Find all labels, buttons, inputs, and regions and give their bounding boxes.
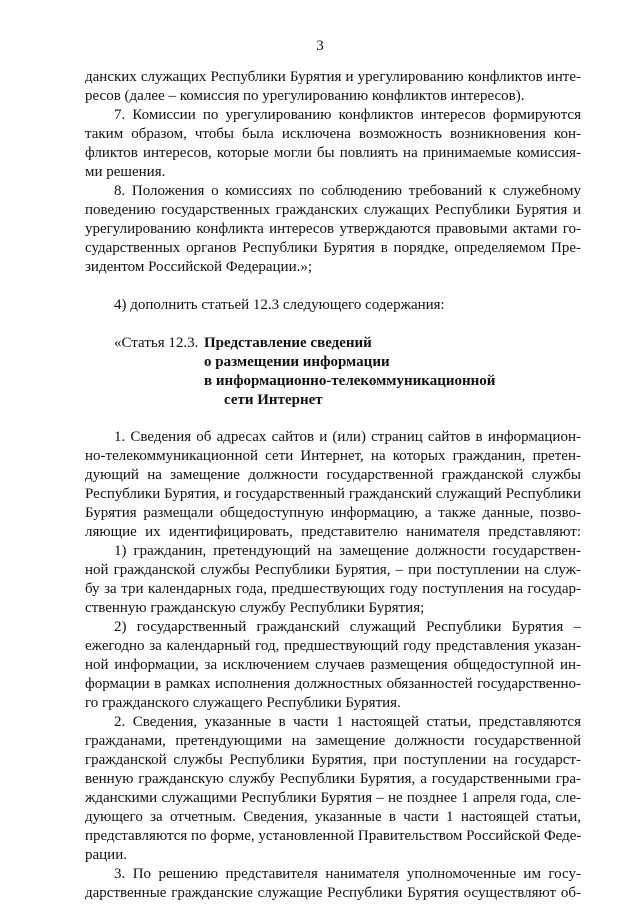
text-line: ственную гражданскую службу Республики Бурятия; <box>85 600 425 616</box>
article-title <box>204 334 495 410</box>
text-line: 2) государственный гражданский служащий Республики Бурятия – <box>114 619 581 635</box>
text-line: 2. Сведения, указанные в части 1 настоящей статьи, представляются <box>114 714 581 730</box>
text-line: жданскими служащими Республики Бурятия – не позднее 1 апреля года, сле- <box>85 790 581 806</box>
text-line: гражданской службы Республики Бурятия, при поступлении на государст- <box>85 752 581 768</box>
text-line: ми решения. <box>85 164 166 180</box>
text-line: дующий на замещение должности государственной гражданской службы <box>85 467 581 483</box>
document-body <box>85 68 581 903</box>
text-line: ресов (далее – комиссия по урегулированию конфликтов интересов). <box>85 88 525 104</box>
text-line: 1) гражданин, претендующий на замещение должности государствен- <box>114 543 581 559</box>
article-number: «Статья 12.3. <box>114 335 199 351</box>
text-line: 3. По решению представителя нанимателя уполномоченные им госу- <box>114 866 581 882</box>
amendment-line: 4) дополнить статьей 12.3 следующего содержания: <box>114 297 445 313</box>
text-line: дующего за отчетным. Сведения, указанные в части 1 настоящей статьи, <box>85 809 581 825</box>
text-line: урегулированию конфликта интересов утверждаются правовыми актами го- <box>85 221 581 237</box>
text-line: ежегодно за календарный год, предшествующий году представления указан- <box>85 638 581 654</box>
spacer <box>85 315 581 334</box>
text-line: сударственных органов Республики Бурятия в порядке, определяемом Пре- <box>85 240 581 256</box>
text-line: венную гражданскую службу Республики Бурятия, а государственными гра- <box>85 771 581 787</box>
page-number: 3 <box>316 38 324 54</box>
spacer <box>85 277 581 296</box>
text-line: данских служащих Республики Бурятия и урегулированию конфликтов инте- <box>85 69 581 85</box>
text-line: 7. Комиссии по урегулированию конфликтов интересов формируются <box>114 107 581 123</box>
text-line: представляются по форме, установленной Правительством Российской Феде- <box>85 828 581 844</box>
text-line: ляющие их идентифицировать, представителю нанимателя представляют: <box>85 524 581 540</box>
text-line: го гражданского служащего Республики Бурятия. <box>85 695 401 711</box>
article-title-line: сети Интернет <box>224 392 323 408</box>
text-line: ной информации, за исключением случаев размещения общедоступной ин- <box>85 657 581 673</box>
text-line: 1. Сведения об адресах сайтов и (или) страниц сайтов в информацион- <box>114 429 581 445</box>
text-line: гражданами, претендующими на замещение должности государственной <box>85 733 581 749</box>
text-line: фликтов интересов, которые могли бы повлиять на принимаемые комиссия- <box>85 145 581 161</box>
text-line: зидентом Российской Федерации.»; <box>85 259 313 275</box>
text-line: таким образом, чтобы была исключена возможность возникновения кон- <box>85 126 581 142</box>
article-title-line: о размещении информации <box>204 354 390 370</box>
article-title-line: Представление сведений <box>204 335 372 351</box>
spacer <box>85 410 581 428</box>
text-line: формации в рамках исполнения должностных обязанностей государственно- <box>85 676 581 692</box>
text-line: поведению государственных гражданских служащих Республики Бурятия и <box>85 202 581 218</box>
text-line: рации. <box>85 847 127 863</box>
text-line: дарственные гражданские служащие Республики Бурятия осуществляют об- <box>85 885 581 901</box>
text-line: 8. Положения о комиссиях по соблюдению требований к служебному <box>114 183 581 199</box>
text-line: Республики Бурятия, и государственный гражданский служащий Республики <box>85 486 581 502</box>
text-line: Бурятия размещали общедоступную информацию, а также данные, позво- <box>85 505 581 521</box>
article-title-line: в информационно-телекоммуникационной <box>204 373 496 389</box>
text-line: бу за три календарных года, предшествующих году поступления на государ- <box>85 581 581 597</box>
article-heading <box>85 334 581 410</box>
text-line: но-телекоммуникационной сети Интернет, на которых гражданин, претен- <box>85 448 581 464</box>
text-line: ной гражданской службы Республики Бурятия, – при поступлении на служ- <box>85 562 581 578</box>
